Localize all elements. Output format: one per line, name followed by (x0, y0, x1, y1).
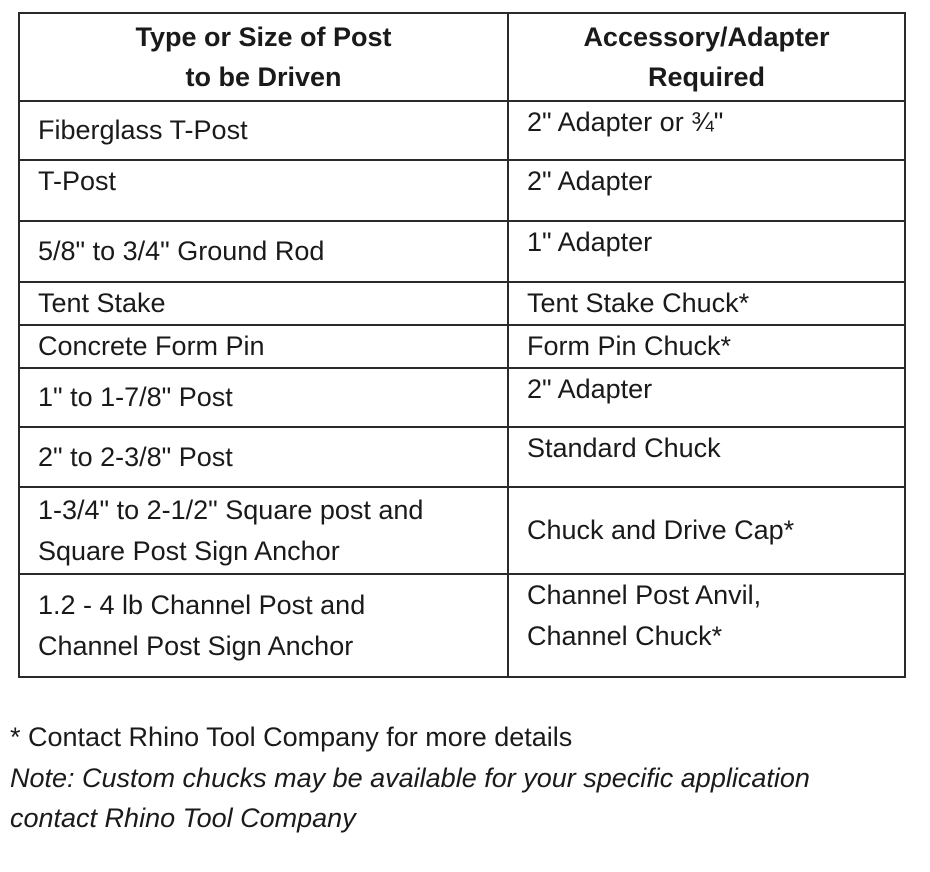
accessory-cell (508, 574, 905, 677)
accessory-cell: Chuck and Drive Cap* (508, 487, 905, 574)
note-line: Note: Custom chucks may be available for your specific application (10, 763, 810, 793)
table-row (19, 160, 905, 221)
post-adapter-table (18, 12, 906, 678)
accessory-cell-line: Channel Post Anvil, (527, 580, 762, 610)
header-post-type-line: to be Driven (185, 62, 342, 92)
post-cell: Concrete Form Pin (19, 325, 508, 368)
accessory-cell: 2" Adapter (508, 160, 905, 221)
post-cell (19, 574, 508, 677)
table-row (19, 368, 905, 427)
header-post-type (19, 13, 508, 101)
accessory-cell: Standard Chuck (508, 427, 905, 487)
post-cell: Tent Stake (19, 282, 508, 325)
post-cell: 5/8" to 3/4" Ground Rod (19, 221, 508, 282)
table-row (19, 574, 905, 677)
footnote: * Contact Rhino Tool Company for more details (10, 722, 573, 752)
table-row (19, 487, 905, 574)
table-row (19, 282, 905, 325)
accessory-cell: Tent Stake Chuck* (508, 282, 905, 325)
post-cell: 1" to 1-7/8" Post (19, 368, 508, 427)
table-row (19, 101, 905, 160)
accessory-cell-line: Channel Chuck* (527, 621, 723, 651)
post-cell-line: 1.2 - 4 lb Channel Post and (38, 589, 366, 620)
note-line: contact Rhino Tool Company (10, 803, 356, 833)
table-header-row (19, 13, 905, 101)
header-post-type-line: Type or Size of Post (135, 22, 392, 52)
post-cell: Fiberglass T-Post (19, 101, 508, 160)
post-cell-line: Square Post Sign Anchor (38, 535, 340, 566)
header-accessory-line: Accessory/Adapter (583, 22, 830, 52)
post-cell (19, 487, 508, 574)
post-cell-line: 1-3/4" to 2-1/2" Square post and (38, 494, 424, 525)
table-row (19, 221, 905, 282)
header-accessory (508, 13, 905, 101)
table-row (19, 427, 905, 487)
post-cell-line: Channel Post Sign Anchor (38, 630, 354, 661)
accessory-cell: 2" Adapter (508, 368, 905, 427)
post-cell: T-Post (19, 160, 508, 221)
header-accessory-line: Required (647, 62, 766, 92)
accessory-cell: 1" Adapter (508, 221, 905, 282)
accessory-cell: 2" Adapter or ¾" (508, 101, 905, 160)
note (10, 758, 925, 838)
post-cell: 2" to 2-3/8" Post (19, 427, 508, 487)
accessory-cell: Form Pin Chuck* (508, 325, 905, 368)
table-row (19, 325, 905, 368)
